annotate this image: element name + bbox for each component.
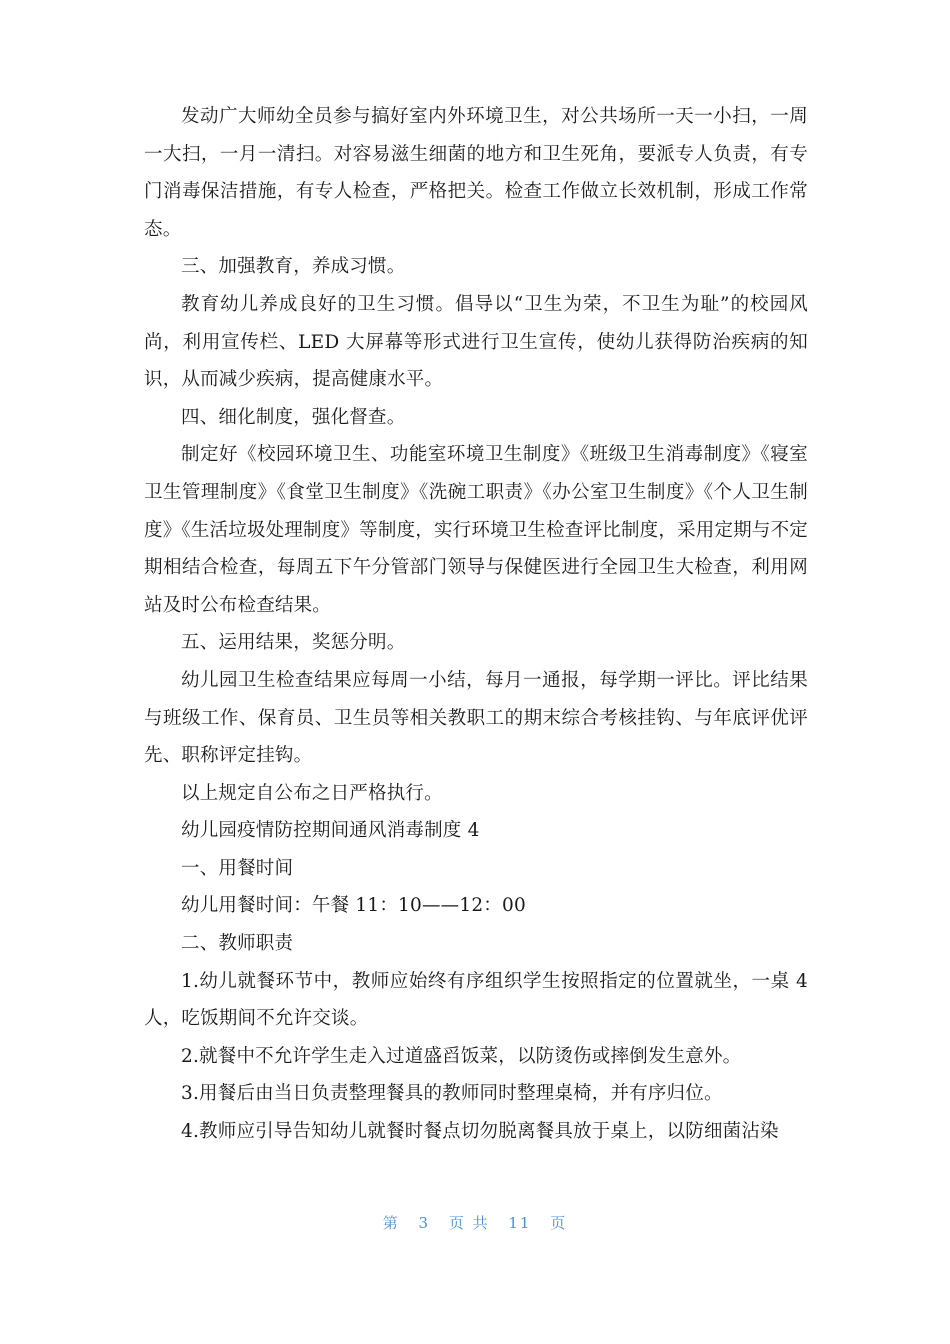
footer-middle: 页 共 [448,1214,490,1232]
list-item: 2.就餐中不允许学生走入过道盛舀饭菜，以防烫伤或摔倒发生意外。 [181,1045,742,1067]
paragraph: 发动广大师幼全员参与搞好室内外环境卫生，对公共场所一天一小扫，一周一大扫，一月一清扫。对容易滋生细菌的地方和卫生死角，要派专人负责，有专门消毒保洁措施，有专人检查，严格把关。检查工作做立长效机制，形成工作常态。 [144,106,808,240]
section-heading: 五、运用结果，奖惩分明。 [181,632,406,654]
paragraph: 幼儿用餐时间：午餐 11：10——12：00 [181,895,526,917]
footer-total-pages: 11 [508,1214,532,1232]
paragraph: 以上规定自公布之日严格执行。 [181,782,443,804]
document-title: 幼儿园疫情防控期间通风消毒制度 4 [181,820,480,842]
list-item: 4.教师应引导告知幼儿就餐时餐点切勿脱离餐具放于桌上，以防细菌沾染 [181,1121,779,1143]
paragraph: 幼儿园卫生检查结果应每周一小结，每月一通报，每学期一评比。评比结果与班级工作、保育员、卫生员等相关教职工的期末综合考核挂钩、与年底评优评先、职称评定挂钩。 [144,669,808,767]
section-heading: 三、加强教育，养成习惯。 [181,256,406,278]
section-heading: 一、用餐时间 [181,857,294,879]
list-item: 1.幼儿就餐环节中，教师应始终有序组织学生按照指定的位置就坐，一桌 4 人，吃饭期间不允许交谈。 [144,970,808,1030]
footer-current-page: 3 [418,1214,431,1232]
section-heading: 二、教师职责 [181,933,294,955]
list-item: 3.用餐后由当日负责整理餐具的教师同时整理桌椅，并有序归位。 [181,1083,723,1105]
paragraph: 制定好《校园环境卫生、功能室环境卫生制度》《班级卫生消毒制度》《寝室卫生管理制度》《食堂卫生制度》《洗碗工职责》《办公室卫生制度》《个人卫生制度》《生活垃圾处理制度》等制度，实行环境卫生检查评比制度，采用定期与不定期相结合检查，每周五下午分管部门领导与保健医进行全园卫生大检查，利用网站及时公布检查结果。 [144,444,808,616]
footer-prefix: 第 [382,1214,400,1232]
footer-suffix: 页 [550,1214,568,1232]
page-footer [0,1212,950,1233]
section-heading: 四、细化制度，强化督查。 [181,406,406,428]
paragraph: 教育幼儿养成良好的卫生习惯。倡导以“卫生为荣，不卫生为耻”的校园风尚，利用宣传栏、LED 大屏幕等形式进行卫生宣传，使幼儿获得防治疾病的知识，从而减少疾病，提高健康水平。 [144,293,808,391]
document-body [144,98,808,1151]
